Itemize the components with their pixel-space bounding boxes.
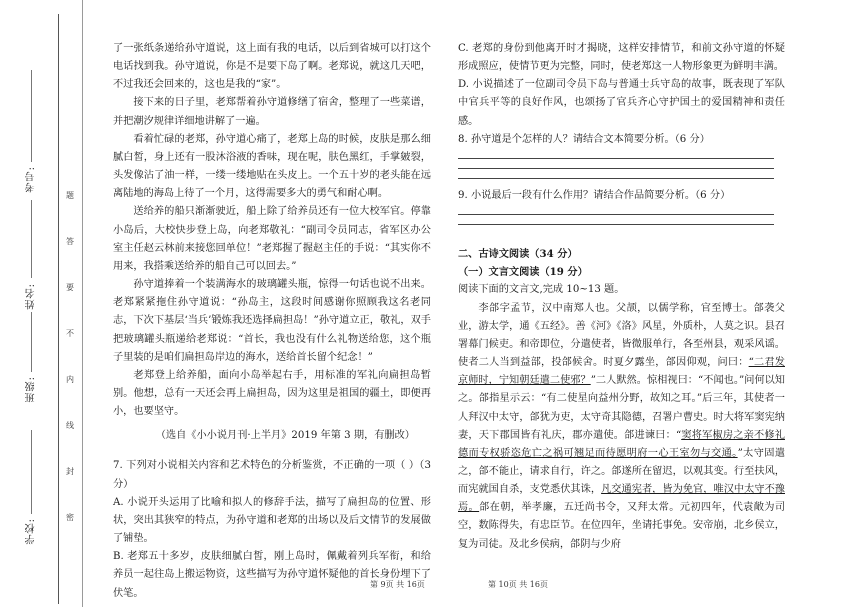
answer-line[interactable]	[458, 178, 774, 179]
question-8: 8. 孙守道是个怎样的人？请结合文本简要分析。（6 分）	[458, 133, 710, 145]
question-7-option-b: B. 老郑五十多岁，皮肤细腻白皙，刚上岛时，佩戴着列兵军衔，和给养员一起往岛上搬运物资，这些描写为孙守道怀疑他的首长身份埋下了伏笔。	[113, 551, 431, 599]
answer-line[interactable]	[458, 214, 774, 215]
passage-text: ”太守固遣之，郃不能止，请求自行，许之。郃遂所在留迟，以观其变。行至扶风，而宪就国自杀，支党悉伏其诛，	[458, 447, 785, 496]
passage-underlined: “二君发京师时，宁知朝廷遣二使邪？	[458, 357, 785, 387]
seal-char: 不	[66, 329, 74, 338]
section-2-1-heading: （一）文言文阅读（19 分）	[458, 266, 588, 279]
class-label: 班级:	[26, 376, 37, 403]
seal-char: 内	[66, 375, 74, 384]
story-paragraph: 老郑登上给养船，面向小岛举起右手，用标准的军礼向扁担岛暂别。他想，总有一天还会再上扁担岛，因为这里是祖国的疆土，即便再小，也要坚守。	[113, 369, 431, 418]
passage-text: ”二人默然。惊相视曰：“不闻也。”问何以知之。郃指星示云：“有二使星向益州分野，故知之耳。”后三年，其使者一人拜汉中太守，郃犹为吏，太守奇其隐德，召署户曹史。时大将军窦宪纳妻，天下郡国皆有礼庆，郡亦遣使。郃进谏曰：“	[458, 375, 785, 441]
story-paragraph: 送给养的船只渐渐驶近，船上除了给养员还有一位大校军官。停靠小岛后，大校快步登上岛，向老郑敬礼：“副司令员同志，省军区办公室主任赵云林前来接您回单位！”老郑握了握赵主任的手说：“其实你不用来，我搭乘送给养的船自己可以回去。”	[113, 206, 431, 272]
section-2-heading: 二、古诗文阅读（34 分）	[458, 248, 578, 261]
school-label: 学校:	[26, 518, 37, 545]
reading-instruction: 阅读下面的文言文,完成 10~13 题。	[458, 284, 625, 296]
answer-line[interactable]	[458, 168, 774, 169]
question-7-option-a: A. 小说开头运用了比喻和拟人的修辞手法，描写了扁担岛的位置、形状，突出其狭窄的特点，为孙守道和老郑的出场以及后文情节的发展做了铺垫。	[113, 496, 431, 545]
seal-line-notice	[63, 190, 77, 523]
seal-char: 要	[66, 283, 74, 292]
seal-char: 封	[66, 467, 74, 476]
story-paragraph: 孙守道捧着一个装满海水的玻璃罐头瓶，惊得一句话也说不出来。老郑紧紧拖住孙守道说：“孙岛主，这段时间感谢你照顾我这名老同志，下次下基层‘当兵’锻炼我还选择扁担岛！”孙守道立正，敬礼，双手把玻璃罐头瓶递给老郑说：“首长，我也没有什么礼物送给您，这个瓶子里装的是咱们扁担岛岸边的海水，送给首长留个纪念！”	[113, 279, 431, 363]
seal-char: 密	[66, 513, 74, 522]
question-7-option-c: C. 老郑的身份到他离开时才揭晓，这样安排情节，和前文孙守道的怀疑形成照应，使情节更为完整，同时，使老郑这一人物形象更为鲜明丰满。	[458, 43, 785, 73]
seal-char: 线	[66, 421, 74, 430]
story-paragraph: 接下来的日子里，老郑帮着孙守道修缮了宿舍，整理了一些菜谱，并把潮汐规律详细地讲解了一遍。	[113, 97, 431, 127]
classical-passage	[458, 300, 785, 554]
name-label: 姓名:	[26, 283, 37, 310]
page-10-column	[458, 40, 785, 554]
story-source: （选自《小小说月刊·上半月》2019 年第 3 期，有删改）	[155, 430, 415, 442]
class-blank	[31, 312, 32, 372]
page-number-right: 第 10页 共 16页	[488, 580, 548, 589]
exam-number-label: 考号:	[26, 166, 37, 193]
passage-text: 郃在朝，举孝廉，五迁尚书令，又拜太常。元初四年，代袁敞为司空，数陈得失，有忠臣节。在位四年，坐请托事免。安帝崩，北乡侯立，复为司徒。及北乡侯病，郃阴与少府	[458, 502, 786, 550]
exam-number-blank	[31, 70, 32, 162]
seal-char: 答	[66, 237, 74, 246]
question-7-stem: 7. 下列对小说相关内容和艺术特色的分析鉴赏，不正确的一项（ ）（3 分）	[113, 460, 431, 490]
seal-char: 题	[66, 191, 74, 200]
answer-line[interactable]	[458, 224, 774, 225]
story-paragraph: 了一张纸条递给孙守道说，这上面有我的电话，以后到省城可以打这个电话找到我。孙守道说，你是不是要下岛了啊。老郑说，就这几天吧，不过我还会回来的，这也是我的“家”。	[113, 43, 431, 91]
passage-text: 李郃字孟节，汉中南郑人也。父颉，以儒学称，官至博士。郃袭父业，游太学，通《五经》。善《河》《洛》风星，外质朴，人莫之识。县召署幕门候吏。和帝即位，分遣使者，皆微服单行，各至州县，观采风谣。使者二人当到益部，投郃候舍。时夏夕露坐，郃因仰观，问曰：	[458, 302, 785, 369]
passage-underlined: 窦将军椒房之亲不修礼德而专权骄恣危亡之祸可翘足而待愿明府一心王室勿与交通。	[458, 429, 785, 459]
school-blank	[31, 430, 32, 514]
story-paragraph: 看着忙碌的老郑，孙守道心痛了，老郑上岛的时候，皮肤是那么细腻白皙，身上还有一股沐浴液的香味，现在呢，肤色黑红，手掌皴裂，头发像沾了油一样，一缕一缕地贴在头皮上。一个五十岁的老头能在远离陆地的海岛上待了一个月，这得需要多大的勇气和耐心啊。	[113, 133, 431, 200]
page-number-left: 第 9页 共 16页	[370, 580, 425, 589]
name-blank	[31, 200, 32, 278]
binding-frame-line	[58, 14, 59, 604]
answer-line[interactable]	[458, 158, 774, 159]
binding-margin	[0, 0, 83, 607]
question-7-option-d: D. 小说描述了一位副司令员下岛与普通士兵守岛的故事，既表现了军队中官兵平等的良好作风，也颂扬了官兵齐心守护国土的爱国精神和责任感。	[458, 79, 785, 127]
question-9: 9. 小说最后一段有什么作用？请结合作品简要分析。（6 分）	[458, 189, 731, 201]
page-9-column	[113, 40, 431, 603]
passage-underlined: 凡交通宪者，皆为免官，唯汉中太守不豫焉。	[458, 484, 785, 514]
